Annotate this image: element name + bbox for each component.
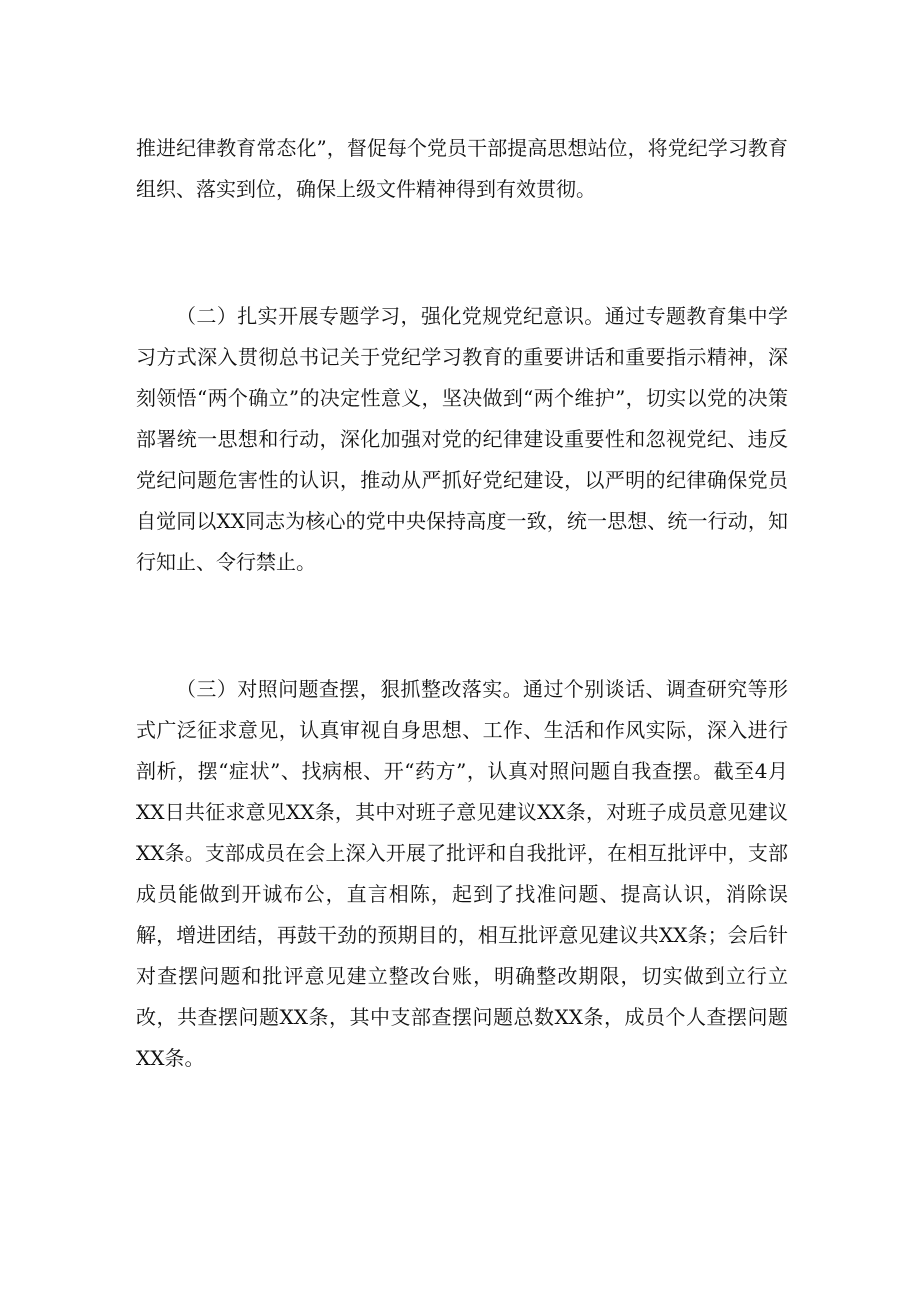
paragraph-continuation: 推进纪律教育常态化”，督促每个党员干部提高思想站位，将党纪学习教育组织、落实到位，确保上级文件精神得到有效贯彻。: [136, 136, 788, 201]
paragraph-section-3: （三）对照问题查摆，狠抓整改落实。通过个别谈话、调查研究等形式广泛征求意见，认真审视自身思想、工作、生活和作风实际，深入进行剖析，摆“症状”、找病根、开“药方”，认真对照问题自我查摆。截至4月XX日共征求意见XX条，其中对班子意见建议XX条，对班子成员意见建议XX条。支部成员在会上深入开展了批评和自我批评，在相互批评中，支部成员能做到开诚布公，直言相陈，起到了找准问题、提高认识，消除误解，增进团结，再鼓干劲的预期目的，相互批评意见建议共XX条；会后针对查摆问题和批评意见建立整改台账，明确整改期限，切实做到立行立改，共查摆问题XX条，其中支部查摆问题总数XX条，成员个人查摆问题XX条。: [136, 677, 788, 1070]
document-body: [136, 128, 788, 1079]
paragraph-section-2: （二）扎实开展专题学习，强化党规党纪意识。通过专题教育集中学习方式深入贯彻总书记关于党纪学习教育的重要讲话和重要指示精神，深刻领悟“两个确立”的决定性意义，坚决做到“两个维护”，切实以党的决策部署统一思想和行动，深化加强对党的纪律建设重要性和忽视党纪、违反党纪问题危害性的认识，推动从严抓好党纪建设，以严明的纪律确保党员自觉同以XX同志为核心的党中央保持高度一致，统一思想、统一行动，知行知止、令行禁止。: [136, 304, 788, 574]
